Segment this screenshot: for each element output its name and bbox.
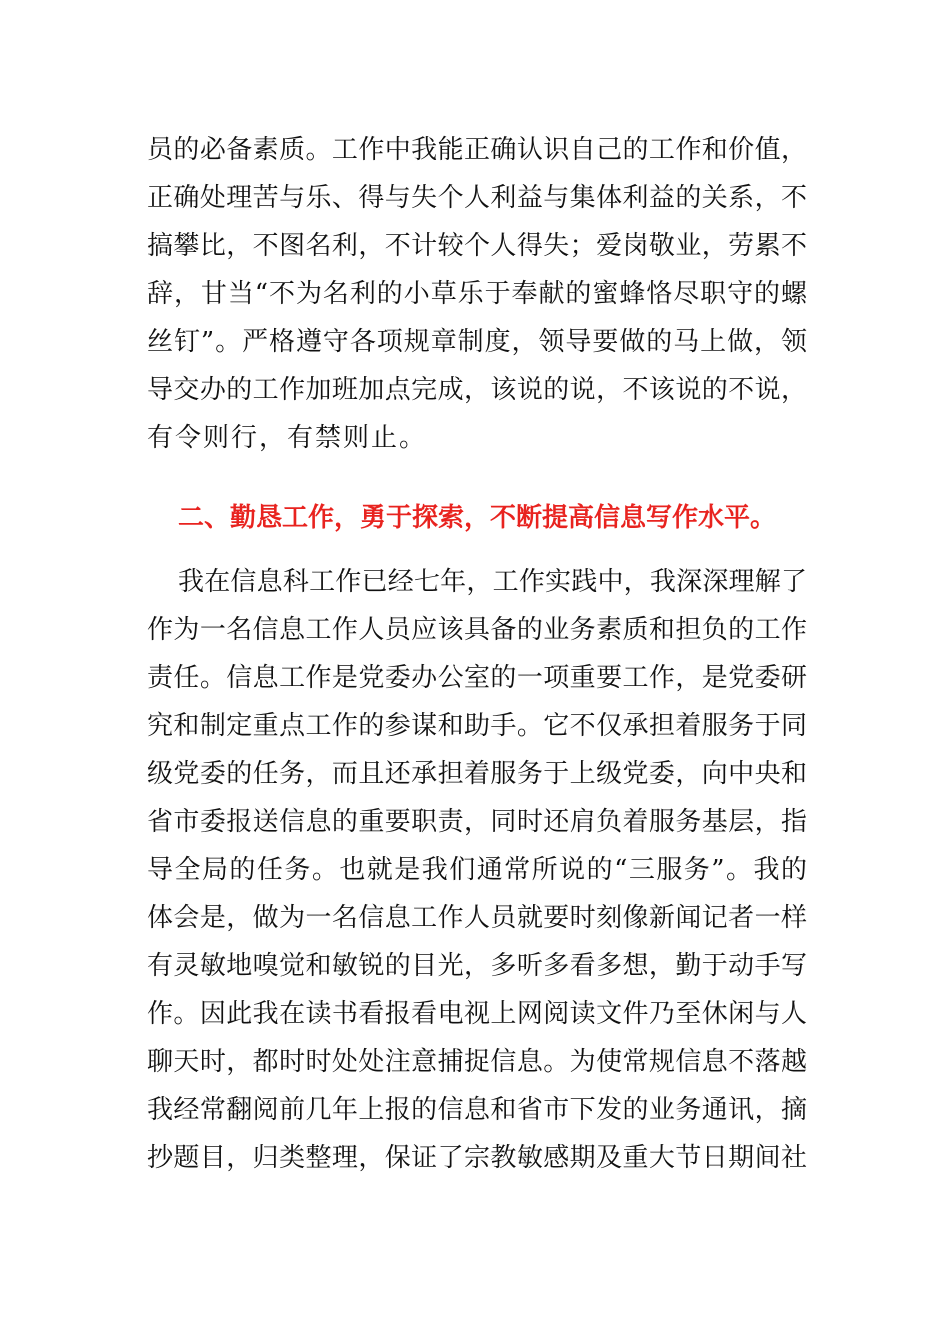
text-line: 聊天时，都时时处处注意捕捉信息。为使常规信息不落越 xyxy=(147,1047,807,1077)
text-line: 抄题目，归类整理，保证了宗教敏感期及重大节日期间社 xyxy=(147,1143,807,1173)
text-line: 作。因此我在读书看报看电视上网阅读文件乃至休闲与人 xyxy=(147,999,807,1029)
text-line: 我在信息科工作已经七年，工作实践中，我深深理解了 xyxy=(178,567,807,597)
text-line: 我经常翻阅前几年上报的信息和省市下发的业务通讯，摘 xyxy=(147,1095,807,1125)
text-line: 丝钉”。严格遵守各项规章制度，领导要做的马上做，领 xyxy=(147,327,807,357)
text-line: 体会是，做为一名信息工作人员就要时刻像新闻记者一样 xyxy=(147,903,807,933)
text-line: 作为一名信息工作人员应该具备的业务素质和担负的工作 xyxy=(147,615,807,645)
text-line: 责任。信息工作是党委办公室的一项重要工作，是党委研 xyxy=(147,663,807,693)
text-line: 正确处理苦与乐、得与失个人利益与集体利益的关系，不 xyxy=(147,183,807,213)
paragraph-continued xyxy=(147,130,807,470)
section-heading: 二、勤恳工作，勇于探索，不断提高信息写作水平。 xyxy=(178,503,777,533)
text-line: 导全局的任务。也就是我们通常所说的“三服务”。我的 xyxy=(147,855,807,885)
text-line: 导交办的工作加班加点完成，该说的说，不该说的不说， xyxy=(147,375,807,405)
text-line: 有灵敏地嗅觉和敏锐的目光，多听多看多想，勤于动手写 xyxy=(147,951,807,981)
text-line: 究和制定重点工作的参谋和助手。它不仅承担着服务于同 xyxy=(147,711,807,741)
text-line: 级党委的任务，而且还承担着服务于上级党委，向中央和 xyxy=(147,759,807,789)
text-line: 搞攀比，不图名利，不计较个人得失；爱岗敬业，劳累不 xyxy=(147,231,807,261)
text-line: 有令则行，有禁则止。 xyxy=(147,423,428,453)
text-line: 辞，甘当“不为名利的小草乐于奉献的蜜蜂恪尽职守的螺 xyxy=(147,279,807,309)
text-line: 省市委报送信息的重要职责，同时还肩负着服务基层，指 xyxy=(147,807,807,837)
paragraph-section-two xyxy=(147,562,807,1202)
text-line: 员的必备素质。工作中我能正确认识自己的工作和价值， xyxy=(147,135,807,165)
